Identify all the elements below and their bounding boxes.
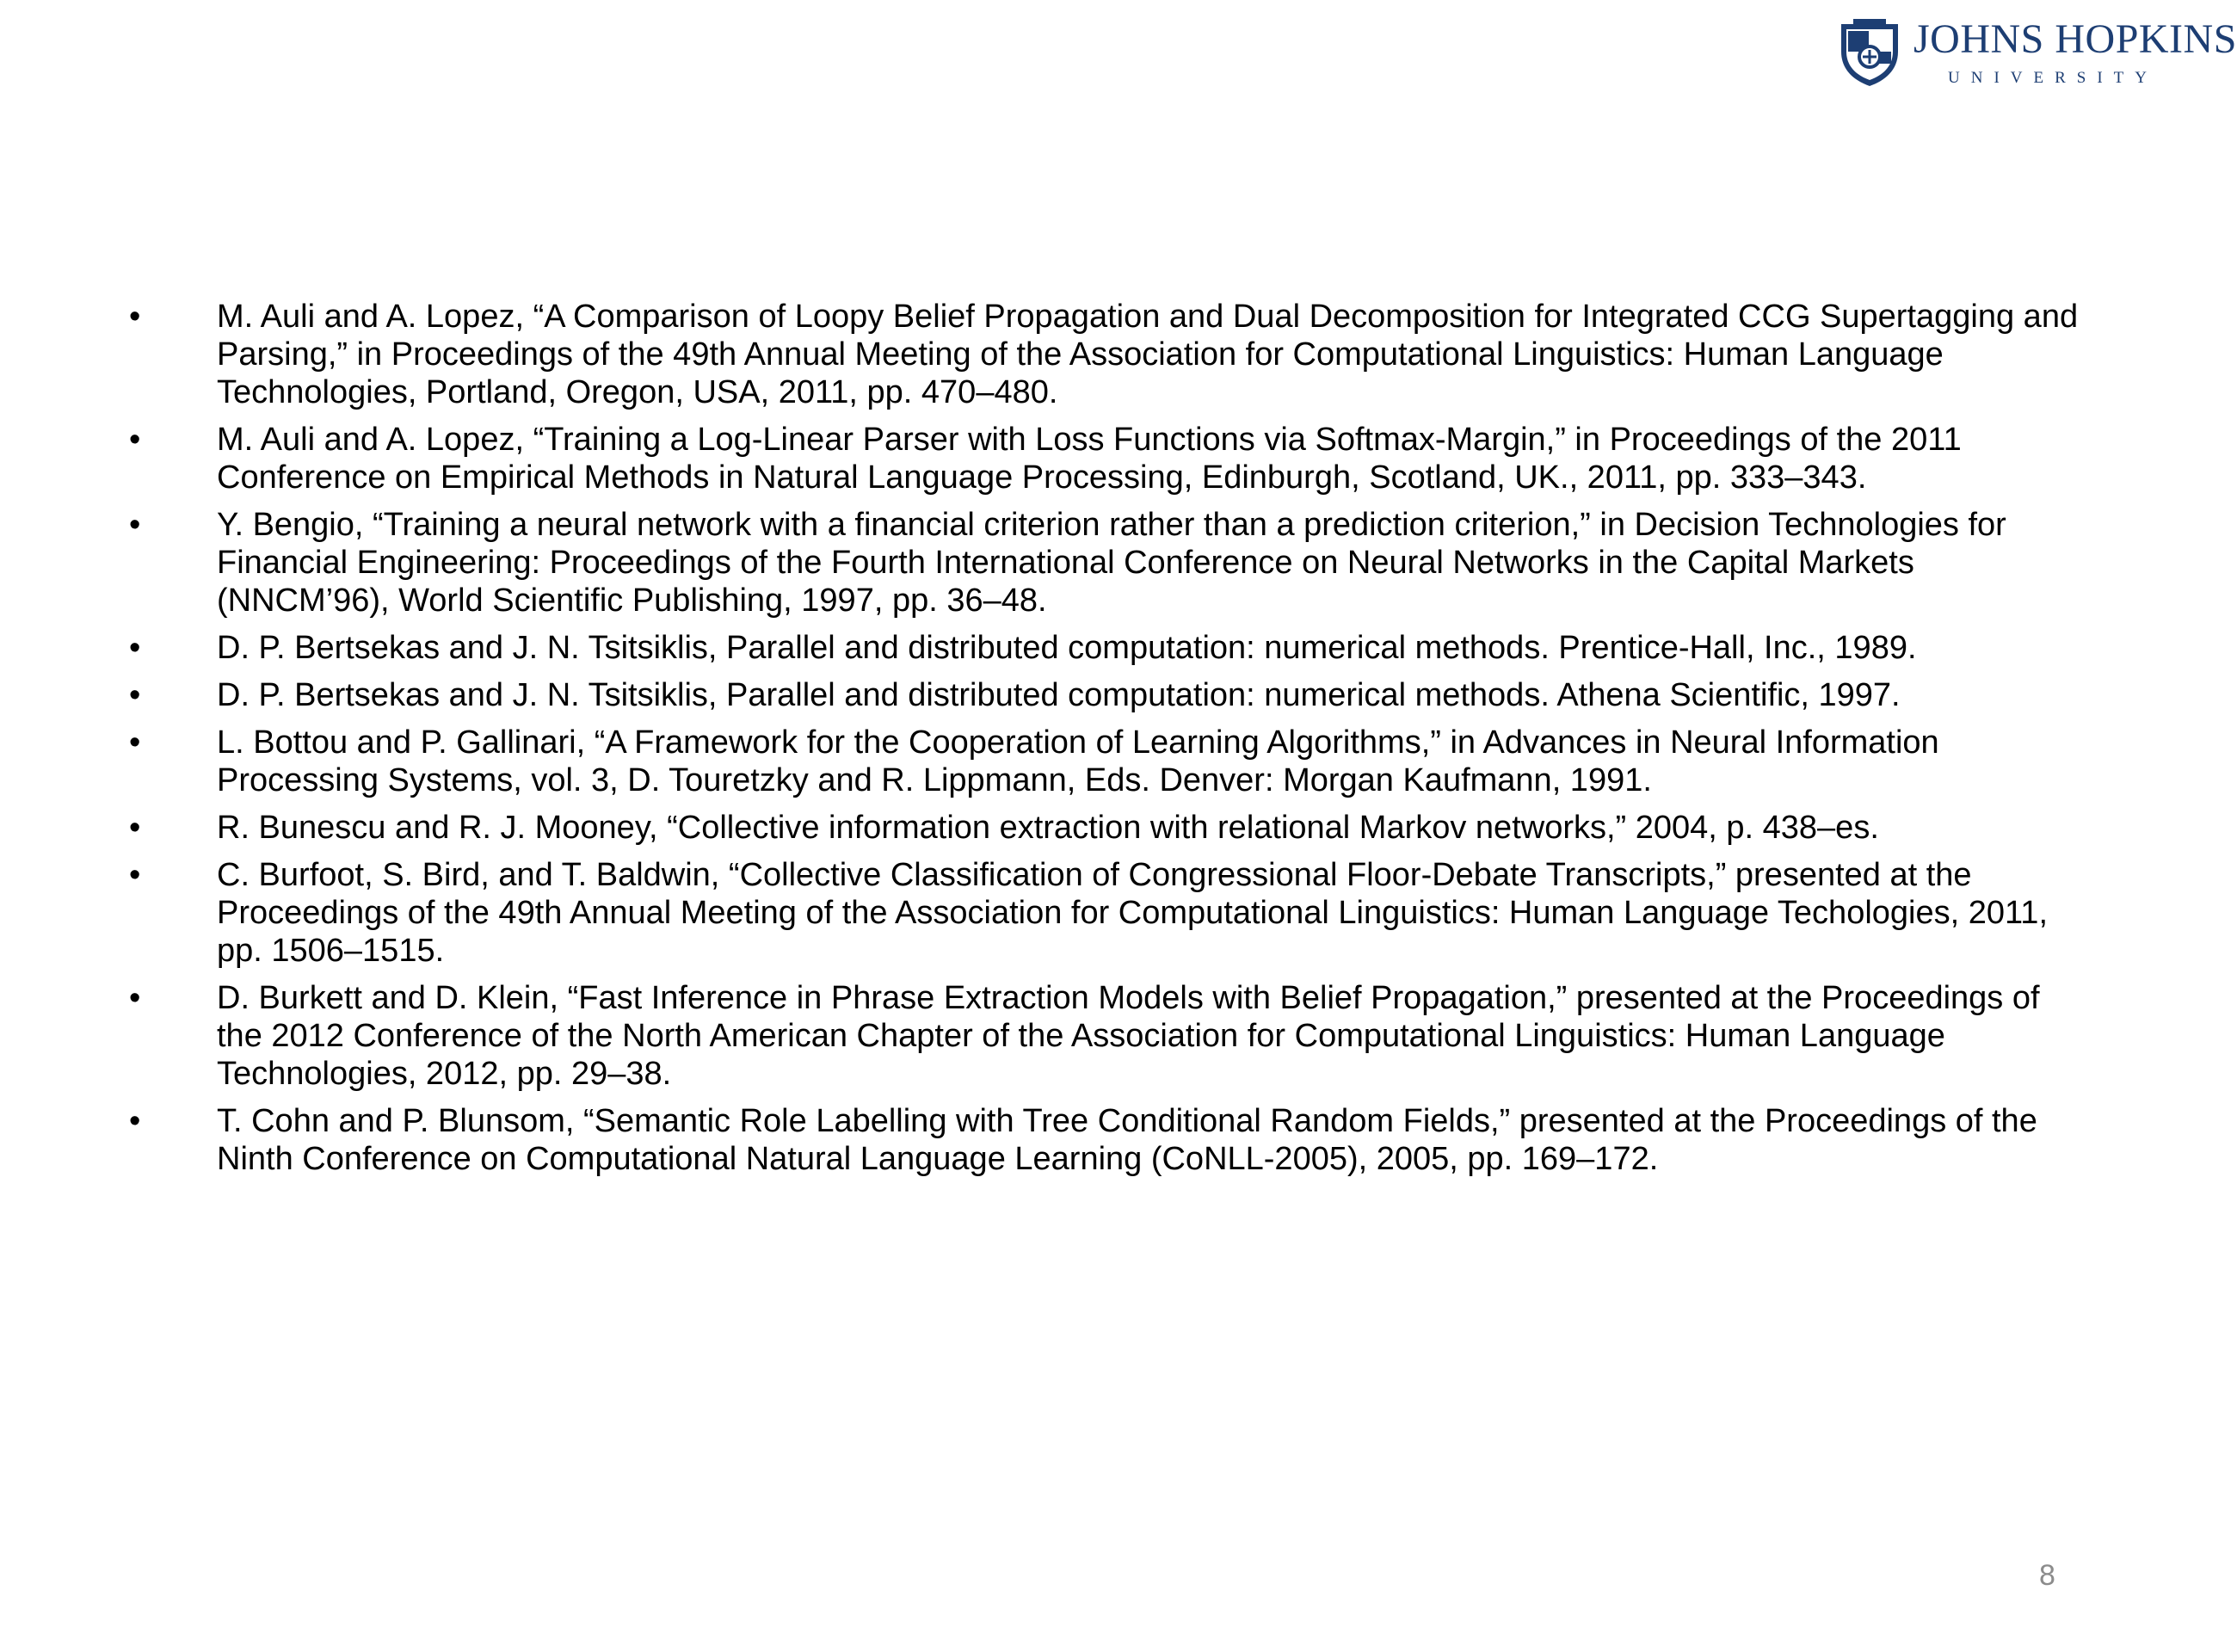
bullet: • xyxy=(129,724,141,761)
bullet: • xyxy=(129,980,141,1016)
reference-text: D. P. Bertsekas and J. N. Tsitsiklis, Parallel and distributed computation: numerical methods. Athena Scientific, 1997. xyxy=(217,677,1901,713)
bullet: • xyxy=(129,1103,141,1139)
reference-text: Y. Bengio, “Training a neural network with a financial criterion rather than a prediction criterion,” in Decision Technologies for Financial Engineering: Proceedings of the Fourth International Conference on Neural Networks in the Capital Markets (NNCM’96), World Scientific Publishing, 1997, pp. 36–48. xyxy=(217,507,2006,619)
reference-item xyxy=(129,809,2091,847)
bullet: • xyxy=(129,677,141,713)
bullet: • xyxy=(129,422,141,458)
reference-item xyxy=(129,298,2091,411)
bullet: • xyxy=(129,507,141,543)
university-shield-icon xyxy=(1836,17,1903,88)
reference-list xyxy=(129,298,2091,1187)
reference-text: C. Burfoot, S. Bird, and T. Baldwin, “Collective Classification of Congressional Floor-Debate Transcripts,” presented at the Proceedings of the 49th Annual Meeting of the Association for Computational Linguistics: Human Language Techologies, 2011, pp. 1506–1515. xyxy=(217,857,2048,969)
reference-item xyxy=(129,979,2091,1093)
bullet: • xyxy=(129,810,141,846)
logo-subtitle: UNIVERSITY xyxy=(1948,69,2158,87)
logo-wordmark: JOHNS HOPKINS xyxy=(1913,16,2237,62)
reference-text: R. Bunescu and R. J. Mooney, “Collective information extraction with relational Markov networks,” 2004, p. 438–es. xyxy=(217,810,1879,846)
reference-item xyxy=(129,676,2091,714)
reference-text: D. Burkett and D. Klein, “Fast Inference in Phrase Extraction Models with Belief Propagation,” presented at the Proceedings of the 2012 Conference of the North American Chapter of the Association for Computational Linguistics: Human Language Technologies, 2012, pp. 29–38. xyxy=(217,980,2040,1092)
bullet: • xyxy=(129,857,141,893)
page-number: 8 xyxy=(2039,1559,2055,1592)
reference-text: L. Bottou and P. Gallinari, “A Framework for the Cooperation of Learning Algorithms,” in Advances in Neural Information Processing Systems, vol. 3, D. Touretzky and R. Lippmann, Eds. Denver: Morgan Kaufmann, 1991. xyxy=(217,724,1939,798)
bullet: • xyxy=(129,299,141,335)
reference-item xyxy=(129,629,2091,667)
reference-item xyxy=(129,856,2091,970)
johns-hopkins-logo xyxy=(1836,15,2237,89)
reference-text: T. Cohn and P. Blunsom, “Semantic Role Labelling with Tree Conditional Random Fields,” presented at the Proceedings of the Ninth Conference on Computational Natural Language Learning (CoNLL-2005), 2005, pp. 169–172. xyxy=(217,1103,2037,1177)
reference-item xyxy=(129,724,2091,799)
reference-item xyxy=(129,506,2091,620)
reference-text: D. P. Bertsekas and J. N. Tsitsiklis, Parallel and distributed computation: numerical methods. Prentice-Hall, Inc., 1989. xyxy=(217,630,1917,666)
reference-item xyxy=(129,421,2091,496)
reference-item xyxy=(129,1102,2091,1178)
reference-text: M. Auli and A. Lopez, “Training a Log-Linear Parser with Loss Functions via Softmax-Margin,” in Proceedings of the 2011 Conference on Empirical Methods in Natural Language Processing, Edinburgh, Scotland, UK., 2011, pp. 333–343. xyxy=(217,422,1962,496)
bullet: • xyxy=(129,630,141,666)
reference-text: M. Auli and A. Lopez, “A Comparison of Loopy Belief Propagation and Dual Decomposition for Integrated CCG Supertagging and Parsing,” in Proceedings of the 49th Annual Meeting of the Association for Computational Linguistics: Human Language Technologies, Portland, Oregon, USA, 2011, pp. 470–480. xyxy=(217,299,2079,410)
